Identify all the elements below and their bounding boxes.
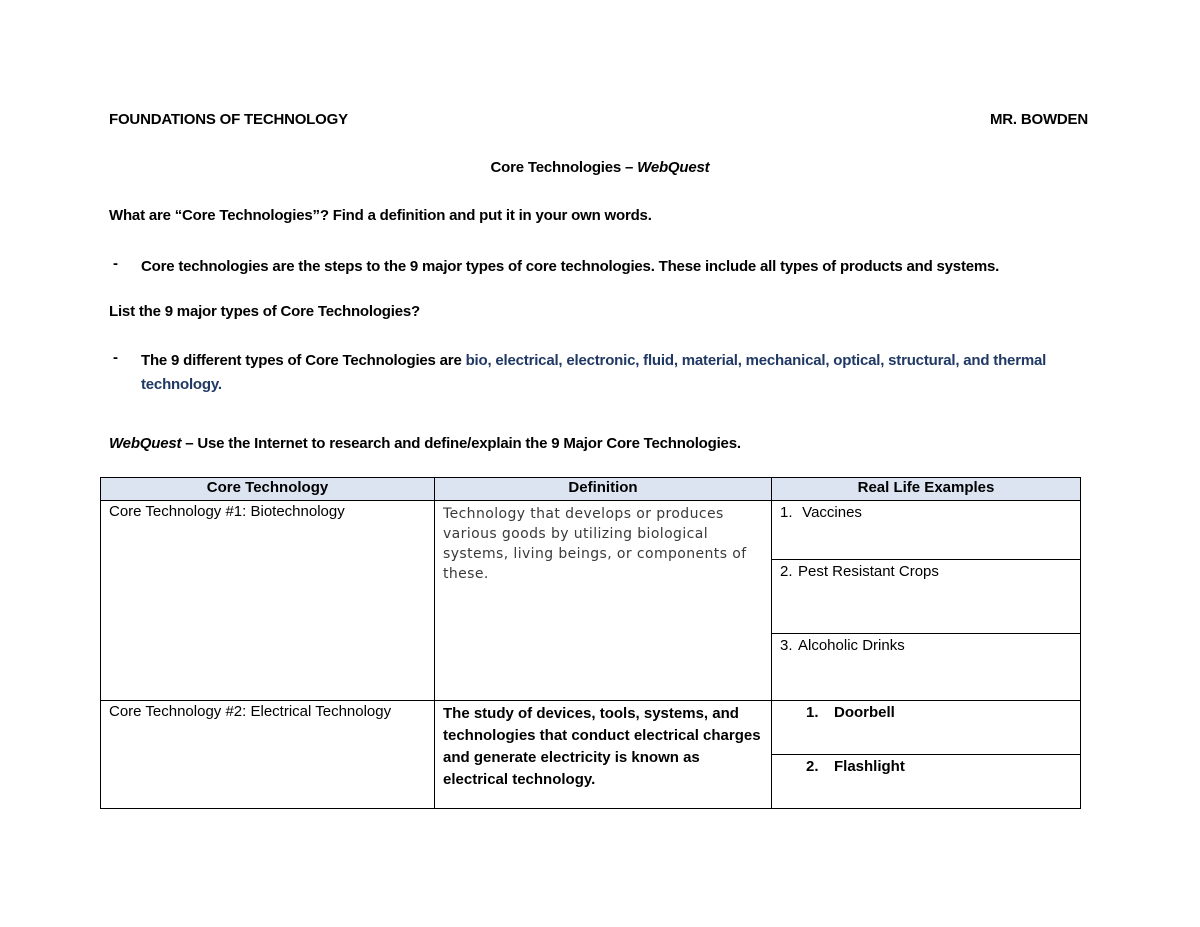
tech-name-cell[interactable]: Core Technology #1: Biotechnology (101, 501, 435, 701)
examples-cell (772, 501, 1081, 701)
question-1: What are “Core Technologies”? Find a definition and put it in your own words. (109, 207, 652, 224)
examples-cell (772, 701, 1081, 809)
question-3-italic: WebQuest (109, 435, 182, 452)
answer-2-text (141, 349, 1081, 397)
answer-1-text: Core technologies are the steps to the 9 major types of core technologies. These include all types of products and systems. (141, 258, 1000, 275)
answer-1 (113, 255, 1081, 279)
title-italic: WebQuest (637, 159, 710, 176)
definition-cell[interactable]: The study of devices, tools, systems, and technologies that conduct electrical charges and generate electricity is known as electrical technology. (435, 701, 772, 809)
answer-2-bullet: - (113, 349, 118, 366)
answer-2-list: bio, electrical, electronic, fluid, material, mechanical, optical, structural, and thermal technology. (141, 352, 1047, 393)
title-main: Core Technologies – (490, 159, 638, 176)
table-header-row (101, 478, 1081, 501)
page-title (0, 159, 1200, 176)
example-item[interactable]: 1. Doorbell (772, 701, 1080, 755)
answer-2 (113, 349, 1081, 397)
answer-1-bullet: - (113, 255, 118, 272)
example-item[interactable]: 3. Alcoholic Drinks (780, 637, 905, 654)
header-core-technology: Core Technology (101, 478, 435, 501)
table-row (101, 501, 1081, 701)
answer-2-start: The 9 different types of Core Technologies are (141, 352, 466, 369)
example-item[interactable]: 2. Flashlight (806, 758, 905, 775)
table-row (101, 701, 1081, 809)
question-3-rest: – Use the Internet to research and define/explain the 9 Major Core Technologies. (181, 435, 741, 452)
header-definition: Definition (435, 478, 772, 501)
question-2: List the 9 major types of Core Technologies? (109, 303, 420, 320)
course-title: FOUNDATIONS OF TECHNOLOGY (109, 111, 348, 128)
example-item[interactable]: 1. Vaccines (772, 501, 1080, 560)
core-tech-table (100, 477, 1081, 809)
tech-name-cell[interactable]: Core Technology #2: Electrical Technology (101, 701, 435, 809)
example-item[interactable]: 2. Pest Resistant Crops (772, 560, 1080, 634)
teacher-name: MR. BOWDEN (990, 111, 1088, 128)
definition-cell[interactable]: Technology that develops or produces various goods by utilizing biological systems, living beings, or components of these. (435, 501, 772, 701)
question-3 (109, 435, 741, 452)
header-examples: Real Life Examples (772, 478, 1081, 501)
